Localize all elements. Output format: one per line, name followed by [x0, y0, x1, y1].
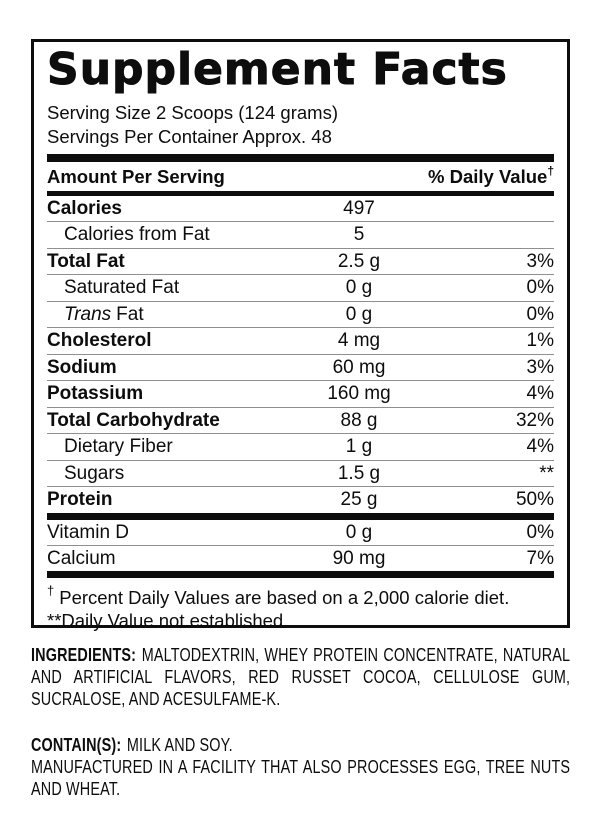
nutrient-amount: 2.5 g [337, 250, 381, 272]
nutrient-daily-value: 0% [526, 277, 554, 299]
allergen-paragraph [31, 734, 570, 800]
nutrient-rows-vitamins [47, 520, 554, 572]
nutrient-daily-value: 4% [526, 436, 554, 458]
nutrient-daily-value: 1% [526, 330, 554, 352]
nutrient-daily-value: 3% [526, 250, 554, 272]
row-protein [47, 486, 554, 513]
nutrient-daily-value: 3% [526, 356, 554, 378]
row-sugars [47, 460, 554, 487]
row-dietary-fiber [47, 433, 554, 460]
nutrient-name: Trans Fat [64, 303, 144, 325]
footnote-not-established: **Daily Value not established. [47, 609, 289, 631]
serving-info [47, 101, 554, 149]
nutrient-amount: 25 g [340, 489, 378, 511]
nutrient-amount: 497 [343, 198, 375, 219]
nutrient-name: Saturated Fat [64, 277, 180, 299]
row-total-carbohydrate [47, 407, 554, 434]
daily-value-header: % Daily Value† [428, 163, 554, 188]
row-saturated-fat [47, 274, 554, 301]
nutrient-amount: 0 g [345, 521, 373, 543]
nutrient-name: Sugars [64, 462, 125, 484]
nutrient-amount: 0 g [345, 277, 373, 299]
amount-per-serving-header: Amount Per Serving [47, 165, 225, 187]
servings-per-container: Servings Per Container Approx. 48 [47, 126, 332, 147]
thick-divider-vitamins [47, 513, 554, 520]
nutrient-name: Cholesterol [47, 330, 152, 352]
nutrient-amount: 1 g [345, 436, 373, 458]
nutrient-name: Total Fat [47, 250, 125, 272]
row-total-fat [47, 248, 554, 275]
thick-divider-top [47, 154, 554, 162]
trans-italic: Trans [64, 303, 112, 325]
nutrient-daily-value: 50% [515, 489, 554, 511]
nutrient-rows-main [47, 196, 554, 513]
dagger-superscript: † [547, 163, 554, 178]
contains-text: MILK AND SOY. [126, 735, 233, 755]
nutrient-daily-value: 7% [526, 547, 554, 569]
supplement-facts-panel [31, 39, 570, 631]
table-header-row [47, 162, 554, 191]
row-calories [47, 196, 554, 221]
nutrient-amount: 4 mg [337, 330, 381, 352]
nutrient-amount: 160 mg [327, 383, 391, 405]
serving-size: Serving Size 2 Scoops (124 grams) [47, 102, 338, 123]
ingredients-paragraph [31, 644, 570, 710]
nutrient-name: Calories from Fat [64, 224, 210, 246]
manufactured-line: MANUFACTURED IN A FACILITY THAT ALSO PROCESSES EGG, TREE NUTS AND WHEAT. [31, 757, 571, 799]
nutrient-name: Dietary Fiber [64, 436, 173, 458]
row-potassium [47, 380, 554, 407]
nutrient-amount: 60 mg [332, 356, 386, 378]
nutrient-name: Calcium [47, 547, 116, 569]
row-trans-fat [47, 301, 554, 328]
row-cholesterol [47, 327, 554, 354]
thick-divider-footnotes [47, 571, 554, 578]
nutrient-amount: 5 [353, 224, 365, 246]
nutrient-amount: 0 g [345, 303, 373, 325]
panel-title: Supplement Facts [47, 44, 508, 95]
dagger-icon: † [47, 583, 55, 598]
contains-line [31, 734, 570, 756]
row-calcium [47, 545, 554, 572]
footnotes [47, 578, 554, 632]
footnote-daily-value: † Percent Daily Values are based on a 2,000 calorie diet. [47, 583, 510, 609]
row-vitamin-d [47, 520, 554, 545]
nutrient-daily-value: 32% [515, 409, 554, 431]
nutrient-amount: 90 mg [332, 547, 386, 569]
ingredients-text: MALTODEXTRIN, WHEY PROTEIN CONCENTRATE, NATURAL AND ARTIFICIAL FLAVORS, RED RUSSET COCOA, CELLULOSE GUM, SUCRALOSE, AND ACESULFAME-K. [31, 645, 571, 709]
row-calories-from-fat [47, 221, 554, 248]
nutrient-name: Potassium [47, 383, 144, 405]
nutrient-amount: 1.5 g [337, 462, 381, 484]
nutrient-daily-value: ** [539, 462, 554, 484]
nutrient-name: Vitamin D [47, 521, 130, 543]
nutrient-name: Total Carbohydrate [47, 409, 220, 431]
row-sodium [47, 354, 554, 381]
nutrient-daily-value: 0% [526, 303, 554, 325]
nutrient-name: Calories [47, 198, 122, 219]
nutrient-daily-value: 4% [526, 383, 554, 405]
contains-label: CONTAIN(S): [31, 735, 122, 755]
nutrient-daily-value: 0% [526, 521, 554, 543]
nutrient-amount: 88 g [340, 409, 378, 431]
nutrient-name: Protein [47, 489, 113, 511]
ingredients-label: INGREDIENTS: [31, 645, 137, 665]
nutrient-name: Sodium [47, 356, 117, 378]
